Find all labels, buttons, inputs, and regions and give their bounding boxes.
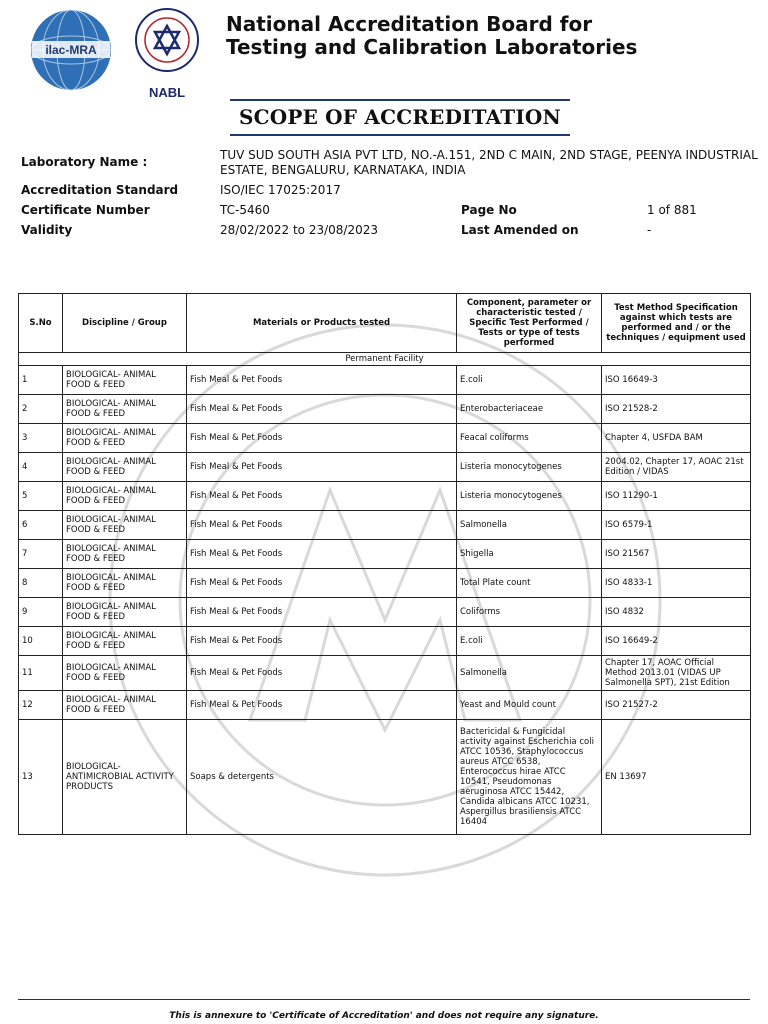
lab-name-line2: ESTATE, BENGALURU, KARNATAKA, INDIA <box>220 163 466 177</box>
table-row <box>19 720 751 835</box>
cell-material: Fish Meal & Pet Foods <box>187 540 457 569</box>
standard-label: Accreditation Standard <box>21 183 179 197</box>
cell-sno: 3 <box>19 424 63 453</box>
header-sno: S.No <box>19 294 63 353</box>
cell-discipline: BIOLOGICAL- ANTIMICROBIAL ACTIVITY PRODUCTS <box>63 720 187 835</box>
cell-discipline: BIOLOGICAL- ANIMAL FOOD & FEED <box>63 395 187 424</box>
cell-method: ISO 21567 <box>602 540 751 569</box>
certificate-label: Certificate Number <box>21 203 150 217</box>
cell-material: Fish Meal & Pet Foods <box>187 627 457 656</box>
cell-discipline: BIOLOGICAL- ANIMAL FOOD & FEED <box>63 627 187 656</box>
cell-method: 2004.02, Chapter 17, AOAC 21st Edition / VIDAS <box>602 453 751 482</box>
cell-method: ISO 16649-3 <box>602 366 751 395</box>
cell-discipline: BIOLOGICAL- ANIMAL FOOD & FEED <box>63 453 187 482</box>
page-no-value: 1 of 881 <box>647 203 697 217</box>
cell-discipline: BIOLOGICAL- ANIMAL FOOD & FEED <box>63 569 187 598</box>
cell-component: Feacal coliforms <box>457 424 602 453</box>
cell-sno: 4 <box>19 453 63 482</box>
cell-material: Fish Meal & Pet Foods <box>187 656 457 691</box>
table-row <box>19 366 751 395</box>
table-row <box>19 540 751 569</box>
cell-discipline: BIOLOGICAL- ANIMAL FOOD & FEED <box>63 691 187 720</box>
cell-sno: 12 <box>19 691 63 720</box>
cell-component: Listeria monocytogenes <box>457 482 602 511</box>
standard-value: ISO/IEC 17025:2017 <box>220 183 341 197</box>
cell-sno: 13 <box>19 720 63 835</box>
cell-method: Chapter 17, AOAC Official Method 2013.01 (VIDAS UP Salmonella SPT), 21st Edition <box>602 656 751 691</box>
cell-sno: 11 <box>19 656 63 691</box>
footer-note: This is annexure to 'Certificate of Accreditation' and does not require any signature. <box>169 1011 599 1021</box>
cell-component: Yeast and Mould count <box>457 691 602 720</box>
cell-discipline: BIOLOGICAL- ANIMAL FOOD & FEED <box>63 482 187 511</box>
lab-name-label: Laboratory Name : <box>21 155 148 169</box>
cell-sno: 2 <box>19 395 63 424</box>
cell-sno: 10 <box>19 627 63 656</box>
cell-method: ISO 16649-2 <box>602 627 751 656</box>
svg-text:ilac-MRA: ilac-MRA <box>45 43 97 57</box>
nabl-logo <box>133 8 201 100</box>
cell-sno: 6 <box>19 511 63 540</box>
svg-text:NABL: NABL <box>148 85 186 100</box>
cell-material: Fish Meal & Pet Foods <box>187 395 457 424</box>
table-row <box>19 627 751 656</box>
cell-component: Coliforms <box>457 598 602 627</box>
header-component: Component, parameter or characteristic tested / Specific Test Performed / Tests or type of tests performed <box>457 294 602 353</box>
cell-discipline: BIOLOGICAL- ANIMAL FOOD & FEED <box>63 366 187 395</box>
organization-title-line1: National Accreditation Board for <box>226 12 593 36</box>
organization-title <box>226 13 637 59</box>
cell-material: Fish Meal & Pet Foods <box>187 598 457 627</box>
cell-component: Salmonella <box>457 511 602 540</box>
cell-component: Total Plate count <box>457 569 602 598</box>
cell-material: Soaps & detergents <box>187 720 457 835</box>
facility-label: Permanent Facility <box>19 353 751 366</box>
last-amended-label: Last Amended on <box>461 223 579 237</box>
cell-material: Fish Meal & Pet Foods <box>187 511 457 540</box>
cell-component: E.coli <box>457 366 602 395</box>
header-method: Test Method Specification against which tests are performed and / or the techniques / equipment used <box>602 294 751 353</box>
cell-sno: 9 <box>19 598 63 627</box>
last-amended-value: - <box>647 223 652 237</box>
cell-discipline: BIOLOGICAL- ANIMAL FOOD & FEED <box>63 656 187 691</box>
table-row <box>19 511 751 540</box>
header-discipline: Discipline / Group <box>63 294 187 353</box>
cell-material: Fish Meal & Pet Foods <box>187 424 457 453</box>
cell-sno: 8 <box>19 569 63 598</box>
cell-component: Bactericidal & Fungicidal activity against Escherichia coli ATCC 10536, Staphylococcus aureus ATCC 6538, Enterococcus hirae ATCC 10541, Pseudomonas aeruginosa ATCC 15442, Candida albicans ATCC 10231, Aspergillus brasiliensis ATCC 16404 <box>457 720 602 835</box>
table-row <box>19 482 751 511</box>
cell-discipline: BIOLOGICAL- ANIMAL FOOD & FEED <box>63 598 187 627</box>
cell-method: ISO 21528-2 <box>602 395 751 424</box>
footer-divider <box>18 999 750 1000</box>
table-row <box>19 453 751 482</box>
cell-method: Chapter 4, USFDA BAM <box>602 424 751 453</box>
header-materials: Materials or Products tested <box>187 294 457 353</box>
cell-method: ISO 6579-1 <box>602 511 751 540</box>
lab-name-line1: TUV SUD SOUTH ASIA PVT LTD, NO.-A.151, 2ND C MAIN, 2ND STAGE, PEENYA INDUSTRIAL <box>220 148 758 162</box>
page-no-label: Page No <box>461 203 517 217</box>
cell-component: Shigella <box>457 540 602 569</box>
table-header-row <box>19 294 751 353</box>
cell-discipline: BIOLOGICAL- ANIMAL FOOD & FEED <box>63 540 187 569</box>
scope-title-box <box>230 99 570 136</box>
cell-material: Fish Meal & Pet Foods <box>187 569 457 598</box>
table-row <box>19 424 751 453</box>
cell-sno: 5 <box>19 482 63 511</box>
cell-method: EN 13697 <box>602 720 751 835</box>
cell-component: Listeria monocytogenes <box>457 453 602 482</box>
validity-value: 28/02/2022 to 23/08/2023 <box>220 223 379 237</box>
certificate-value: TC-5460 <box>220 203 270 217</box>
cell-method: ISO 4832 <box>602 598 751 627</box>
cell-method: ISO 21527-2 <box>602 691 751 720</box>
facility-row <box>19 353 751 366</box>
cell-method: ISO 11290-1 <box>602 482 751 511</box>
cell-sno: 7 <box>19 540 63 569</box>
cell-material: Fish Meal & Pet Foods <box>187 453 457 482</box>
cell-component: Enterobacteriaceae <box>457 395 602 424</box>
cell-discipline: BIOLOGICAL- ANIMAL FOOD & FEED <box>63 511 187 540</box>
cell-component: Salmonella <box>457 656 602 691</box>
cell-method: ISO 4833-1 <box>602 569 751 598</box>
organization-title-line2: Testing and Calibration Laboratories <box>226 35 638 59</box>
table-row <box>19 569 751 598</box>
validity-label: Validity <box>21 223 73 237</box>
table-row <box>19 656 751 691</box>
cell-material: Fish Meal & Pet Foods <box>187 691 457 720</box>
cell-component: E.coli <box>457 627 602 656</box>
cell-sno: 1 <box>19 366 63 395</box>
scope-table <box>18 293 751 835</box>
cell-material: Fish Meal & Pet Foods <box>187 366 457 395</box>
cell-material: Fish Meal & Pet Foods <box>187 482 457 511</box>
scope-title: SCOPE OF ACCREDITATION <box>238 105 562 129</box>
ilac-mra-logo <box>30 9 112 91</box>
table-row <box>19 395 751 424</box>
table-row <box>19 598 751 627</box>
table-row <box>19 691 751 720</box>
cell-discipline: BIOLOGICAL- ANIMAL FOOD & FEED <box>63 424 187 453</box>
